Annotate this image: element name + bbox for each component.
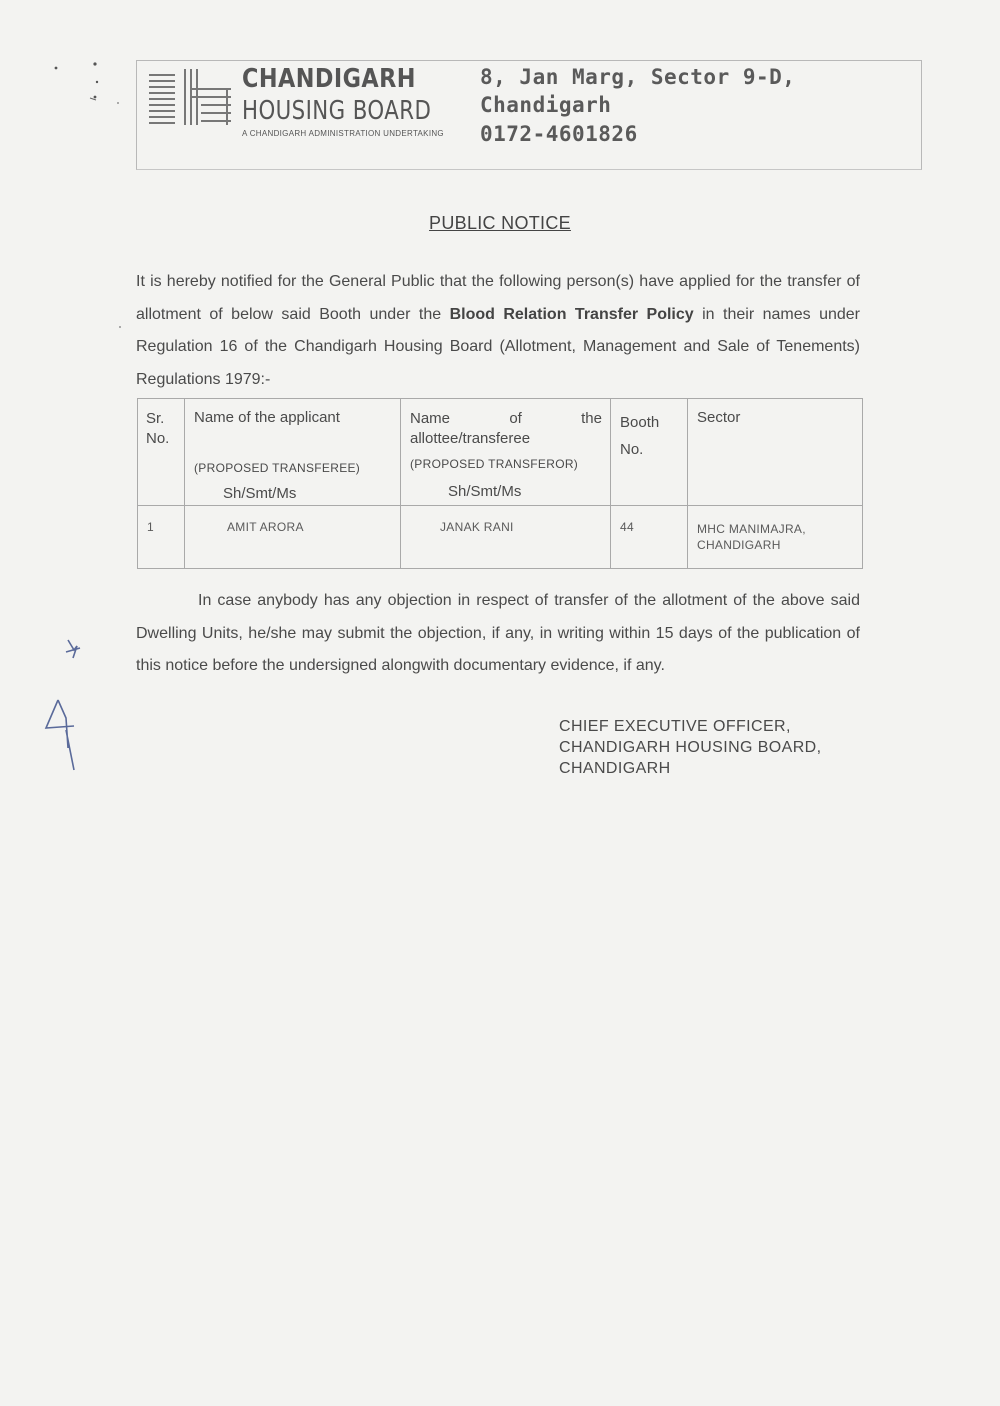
header-applicant-title: Sh/Smt/Ms	[223, 485, 297, 502]
row-allottee: JANAK RANI	[440, 520, 514, 534]
signature-block	[559, 716, 821, 779]
header-applicant: Name of the applicant	[194, 409, 340, 426]
header-allottee: Name of the allottee/transferee	[410, 410, 602, 447]
table-header-row	[138, 399, 863, 506]
objection-paragraph: In case anybody has any objection in respect of transfer of the allotment of the above said Dwelling Units, he/she may submit the objection, if any, in writing within 15 days of the publication of this notice before the undersigned alongwith documentary evidence, if any.	[136, 592, 860, 674]
signature-line1: CHIEF EXECUTIVE OFFICER,	[559, 718, 791, 735]
header-allottee-sub: (PROPOSED TRANSFEROR)	[410, 457, 579, 471]
row-sr-no: 1	[147, 520, 154, 534]
row-sector-line2: CHANDIGARH	[697, 538, 781, 552]
header-sector: Sector	[697, 409, 741, 426]
signature-line2: CHANDIGARH HOUSING BOARD,	[559, 739, 822, 756]
org-name-line1: CHANDIGARH	[242, 64, 416, 94]
phone-number: 0172-4601826	[480, 122, 638, 146]
notice-title: PUBLIC NOTICE	[429, 213, 571, 233]
org-name-line2: HOUSING BOARD	[242, 96, 432, 126]
letterhead	[136, 60, 922, 170]
org-tagline: A CHANDIGARH ADMINISTRATION UNDERTAKING	[242, 129, 444, 138]
signature-line3: CHANDIGARH	[559, 760, 671, 777]
policy-name: Blood Relation Transfer Policy	[449, 305, 694, 323]
row-booth-no: 44	[620, 520, 634, 534]
table-row	[138, 506, 863, 569]
header-allottee-title: Sh/Smt/Ms	[448, 483, 522, 500]
address-line2: Chandigarh	[480, 93, 612, 117]
handwritten-initial-mark	[46, 640, 80, 770]
chb-logo-icon	[145, 67, 235, 131]
address-line1: 8, Jan Marg, Sector 9-D,	[480, 65, 796, 89]
row-sector-line1: MHC MANIMAJRA,	[697, 522, 806, 536]
header-booth-no: Booth No.	[620, 414, 660, 458]
transfer-table	[137, 398, 863, 569]
header-sr-no: Sr. No.	[146, 410, 170, 447]
intro-text-part2: in their names under Regulation 16 of the Chandigarh Housing Board (Allotment, Management and Sale of Tenements) Regulations 1979:-	[136, 305, 860, 388]
row-applicant: AMIT ARORA	[227, 520, 304, 534]
intro-text-part1: It is hereby notified for the General Public that the following person(s) have applied for the transfer of allotment of below said Booth under the	[136, 273, 860, 323]
header-applicant-sub: (PROPOSED TRANSFEREE)	[194, 461, 361, 475]
intro-paragraph	[136, 266, 860, 396]
